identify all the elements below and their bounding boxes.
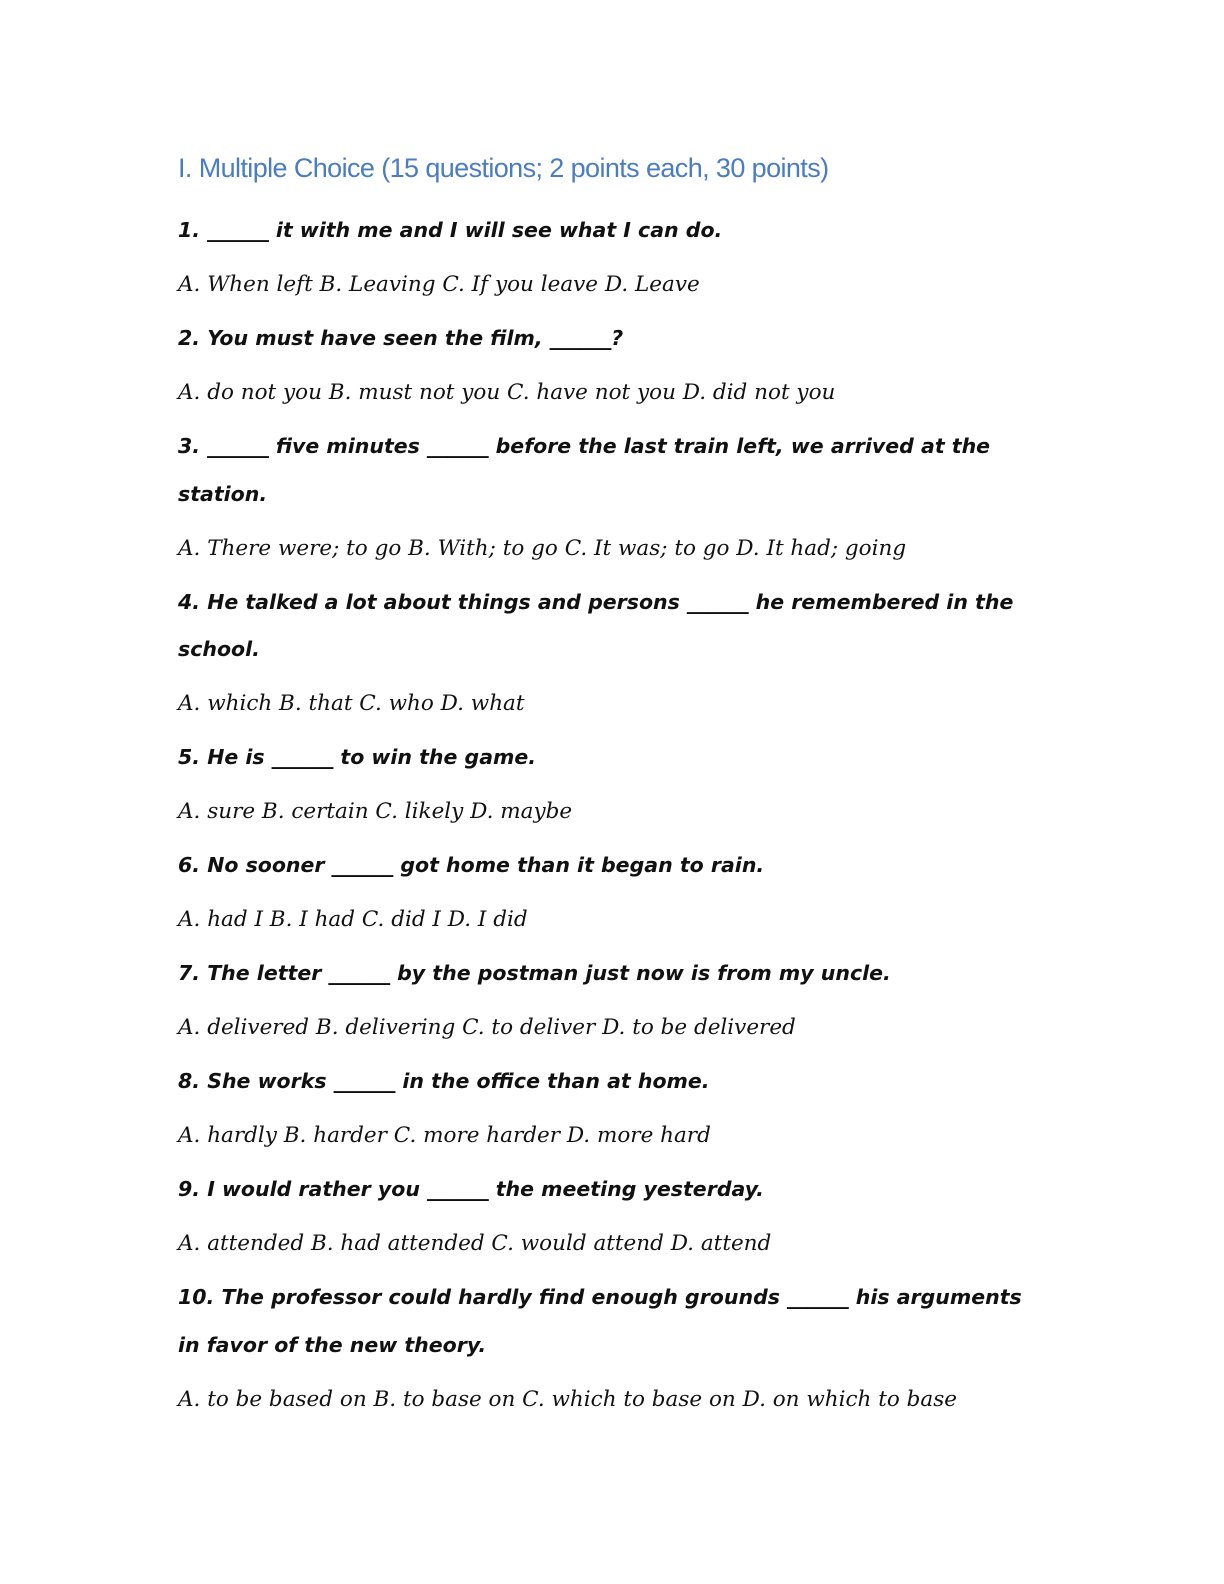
question-stem: 6. No sooner ______ got home than it began to rain.: [178, 853, 765, 877]
answer-options: A. delivered B. delivering C. to deliver D. to be delivered: [178, 1015, 796, 1040]
question-list: [178, 207, 1038, 1430]
question-stem: 8. She works ______ in the office than at home.: [178, 1069, 710, 1093]
section-title: I. Multiple Choice (15 questions; 2 points each, 30 points): [178, 153, 829, 183]
question-8: [178, 1058, 1038, 1166]
question-stem: 2. You must have seen the film, ______?: [178, 326, 624, 350]
question-2: [178, 315, 1038, 423]
question-stem: 10. The professor could hardly find enough grounds ______ his arguments in favor of the new theory.: [178, 1285, 1022, 1357]
answer-options: A. There were; to go B. With; to go C. It was; to go D. It had; going: [178, 535, 907, 561]
question-4: [178, 579, 1038, 735]
answer-options: A. had I B. I had C. did I D. I did: [178, 907, 528, 932]
answer-options: A. attended B. had attended C. would attend D. attend: [178, 1231, 772, 1256]
question-10: [178, 1274, 1038, 1430]
question-stem: 4. He talked a lot about things and persons ______ he remembered in the school.: [178, 589, 1014, 661]
answer-options: A. hardly B. harder C. more harder D. more hard: [178, 1123, 711, 1148]
question-6: [178, 842, 1038, 950]
question-5: [178, 734, 1038, 842]
question-7: [178, 950, 1038, 1058]
question-9: [178, 1166, 1038, 1274]
question-stem: 3. ______ five minutes ______ before the last train left, we arrived at the station.: [178, 434, 991, 506]
question-stem: 7. The letter ______ by the postman just now is from my uncle.: [178, 961, 891, 985]
question-3: [178, 423, 1038, 579]
answer-options: A. When left B. Leaving C. If you leave D. Leave: [178, 272, 700, 297]
question-1: [178, 207, 1038, 315]
question-stem: 9. I would rather you ______ the meeting yesterday.: [178, 1177, 764, 1201]
answer-options: A. sure B. certain C. likely D. maybe: [178, 799, 573, 824]
answer-options: A. which B. that C. who D. what: [178, 691, 525, 716]
question-stem: 5. He is ______ to win the game.: [178, 745, 537, 769]
question-stem: 1. ______ it with me and I will see what I can do.: [178, 218, 723, 242]
answer-options: A. do not you B. must not you C. have not you D. did not you: [178, 380, 836, 405]
answer-options: A. to be based on B. to base on C. which to base on D. on which to base: [178, 1386, 957, 1412]
